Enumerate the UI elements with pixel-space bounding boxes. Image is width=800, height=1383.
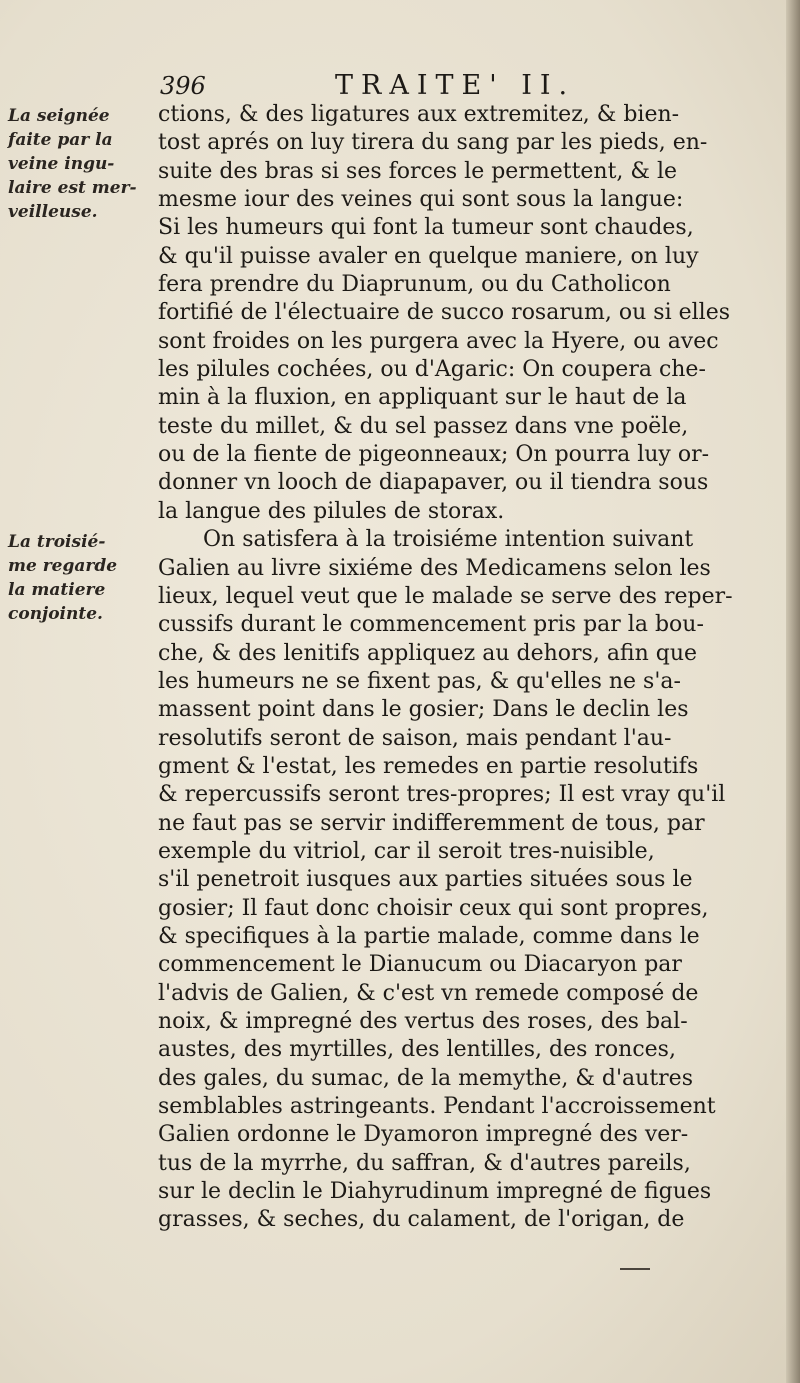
page-header — [160, 70, 760, 102]
text-line: noix, & impregné des vertus des roses, des bal- — [158, 1009, 688, 1034]
text-line: s'il penetroit iusques aux parties situées sous le — [158, 867, 693, 893]
text-line: & qu'il puisse avaler en quelque maniere, on luy — [158, 243, 699, 269]
text-line: donner vn looch de diapapaver, ou il tiendra sous — [158, 470, 709, 496]
text-line: tus de la myrrhe, du saffran, & d'autres pareils, — [158, 1150, 691, 1176]
page-number: 396 — [160, 72, 206, 100]
text-line: fera prendre du Diaprunum, ou du Catholicon — [158, 272, 671, 298]
margin-note-line: La seignée — [8, 106, 110, 126]
text-line: semblables astringeants. Pendant l'accroissement — [158, 1094, 716, 1120]
margin-note-seignee — [8, 104, 154, 224]
running-head: TRAITE' II. — [335, 70, 576, 101]
text-line: ctions, & des ligatures aux extremitez, & bien- — [158, 102, 680, 127]
text-line: les humeurs ne se fixent pas, & qu'elles ne s'a- — [158, 668, 681, 694]
text-line: mesme iour des veines qui sont sous la langue: — [158, 187, 684, 213]
margin-note-troisieme — [8, 530, 154, 626]
margin-note-line: faite par la — [8, 130, 113, 150]
text-line: l'advis de Galien, & c'est vn remede composé de — [158, 980, 699, 1006]
text-line: grasses, & seches, du calament, de l'origan, de — [158, 1207, 685, 1233]
text-line: tost aprés on luy tirera du sang par les pieds, en- — [158, 130, 708, 156]
text-line: min à la fluxion, en appliquant sur le haut de la — [158, 385, 687, 411]
text-line: cussifs durant le commencement pris par la bou- — [158, 612, 704, 638]
text-line: lieux, lequel veut que le malade se serve des reper- — [158, 583, 733, 609]
text-line: les pilules cochées, ou d'Agaric: On coupera che- — [158, 357, 706, 383]
text-line: exemple du vitriol, car il seroit tres-nuisible, — [158, 838, 655, 864]
margin-note-line: La troisié- — [8, 532, 106, 552]
margin-note-line: veine ingu- — [8, 154, 115, 174]
text-line: On satisfera à la troisiéme intention suivant — [203, 527, 694, 553]
text-line: des gales, du sumac, de la memythe, & d'autres — [158, 1065, 693, 1091]
text-line: Galien au livre sixiéme des Medicamens selon les — [158, 555, 711, 581]
text-line: la langue des pilules de storax. — [158, 498, 505, 524]
text-line: ne faut pas se servir indifferemment de tous, par — [158, 810, 705, 836]
text-line: sont froides on les purgera avec la Hyere, ou avec — [158, 328, 719, 354]
text-line: commencement le Dianucum ou Diacaryon par — [158, 952, 682, 978]
catchword-mark — [620, 1262, 650, 1270]
margin-note-line: veilleuse. — [8, 202, 98, 222]
body-text — [158, 101, 760, 1235]
margin-note-line: la matiere — [8, 580, 106, 600]
text-line: Galien ordonne le Dyamoron impregné des ver- — [158, 1122, 689, 1148]
text-line: Si les humeurs qui font la tumeur sont chaudes, — [158, 215, 694, 241]
text-line: massent point dans le gosier; Dans le declin les — [158, 697, 689, 723]
text-line: gosier; Il faut donc choisir ceux qui sont propres, — [158, 895, 709, 921]
margin-note-line: conjointe. — [8, 604, 103, 624]
text-line: fortifié de l'électuaire de succo rosarum, ou si elles — [158, 300, 730, 326]
text-line: suite des bras si ses forces le permettent, & le — [158, 158, 678, 184]
text-line: & specifiques à la partie malade, comme dans le — [158, 923, 700, 949]
margin-note-line: laire est mer- — [8, 178, 137, 198]
text-line: teste du millet, & du sel passez dans vne poële, — [158, 413, 689, 439]
text-line: sur le declin le Diahyrudinum impregné de figues — [158, 1179, 712, 1205]
text-line: resolutifs seront de saison, mais pendant l'au- — [158, 725, 672, 751]
text-line: che, & des lenitifs appliquez au dehors, afin que — [158, 640, 698, 666]
text-line: ou de la fiente de pigeonneaux; On pourra luy or- — [158, 442, 710, 468]
page-edge-shadow — [786, 0, 800, 1383]
text-line: & repercussifs seront tres-propres; Il est vray qu'il — [158, 782, 726, 808]
text-line: austes, des myrtilles, des lentilles, des ronces, — [158, 1037, 676, 1063]
text-line: gment & l'estat, les remedes en partie resolutifs — [158, 753, 699, 779]
margin-note-line: me regarde — [8, 556, 118, 576]
